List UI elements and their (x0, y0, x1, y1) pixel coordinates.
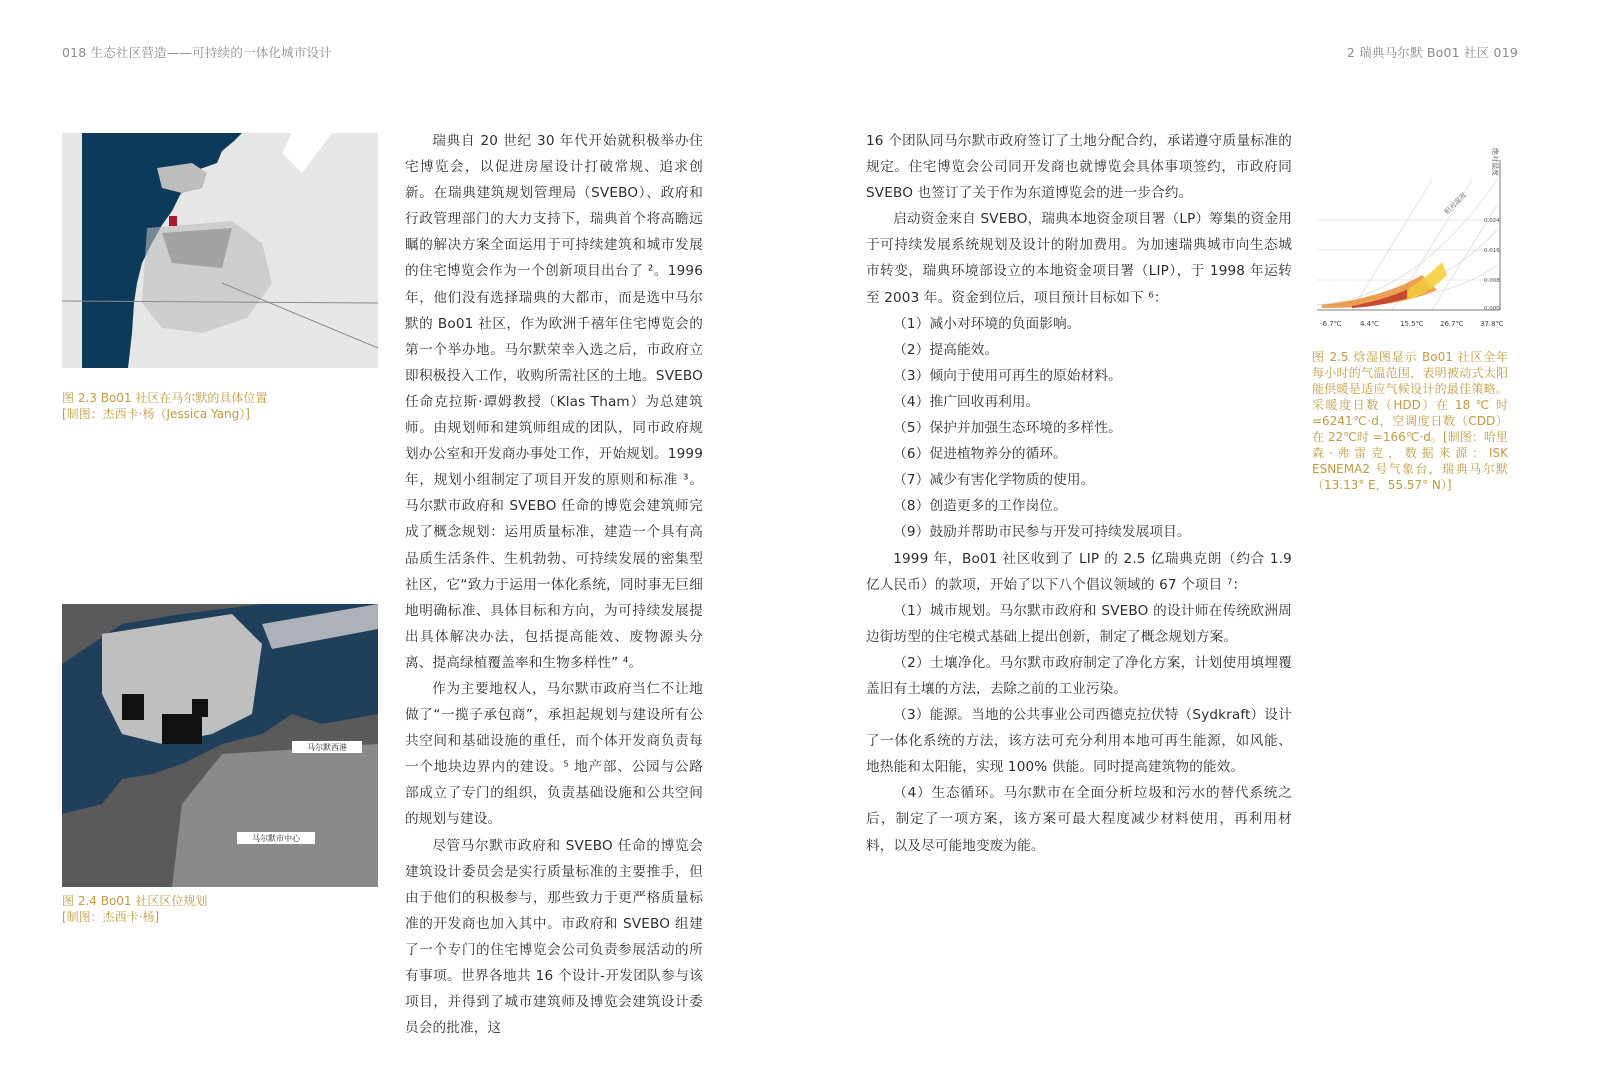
body-paragraph: 作为主要地权人，马尔默市政府当仁不让地做了“一揽子承包商”，承担起规划与建设所有公共空间和基础设施的重任，而个体开发商负责每一个地块边界内的建设。⁵ 地产部、公园与公路部成立了专门的组织，负责基础设施和公共空间的规划与建设。 (405, 680, 703, 828)
body-paragraph: （1）城市规划。马尔默市政府和 SVEBO 的设计师在传统欧洲周边街坊型的住宅模式基础上提出创新，制定了概念规划方案。 (866, 602, 1292, 645)
chart-x-tick-label: 4.4℃ (1360, 320, 1379, 328)
chart-x-tick-label: 26.7℃ (1440, 320, 1464, 328)
chart-y-tick-label: 0.008 (1484, 278, 1500, 284)
chart-x-tick-label: -6.7℃ (1320, 320, 1342, 328)
body-paragraph: （4）推广回收再利用。 (893, 393, 1040, 410)
figure-2-3-caption (62, 390, 362, 422)
chart-y-tick-label: 0.000 (1484, 306, 1500, 312)
body-paragraph: 1999 年，Bo01 社区收到了 LIP 的 2.5 亿瑞典克朗（约合 1.9 亿人民币）的款项，开始了以下八个倡议领域的 67 个项目 ⁷： (866, 550, 1292, 593)
body-paragraph: （7）减少有害化学物质的使用。 (893, 472, 1095, 489)
running-header-right: 2 瑞典马尔默 Bo01 社区 019 (1346, 45, 1518, 60)
caption-line: [制图：杰西卡·杨（Jessica Yang）] (62, 407, 250, 421)
body-paragraph: （3）能源。当地的公共事业公司西德克拉伏特（Sydkraft）设计了一体化系统的方法，该方法可充分利用本地可再生能源，如风能、地热能和太阳能，实现 100% 供能。同时提高建筑物的能效。 (866, 707, 1292, 776)
body-paragraph: 启动资金来自 SVEBO，瑞典本地资金项目署（LP）筹集的资金用于可持续发展系统规划及设计的附加费用。为加速瑞典城市向生态城市转变，瑞典环境部设立的本地资金项目署（LIP），于 1998 年运转至 2003 年。资金到位后，项目预计目标如下 ⁶： (866, 211, 1292, 306)
body-paragraph: （5）保护并加强生态环境的多样性。 (893, 420, 1122, 437)
running-header-left: 018 生态社区营造——可持续的一体化城市设计 (62, 45, 332, 60)
map-label-west-harbour: 马尔默西港 (307, 743, 347, 752)
body-paragraph: 16 个团队同马尔默市政府签订了土地分配合约，承诺遵守质量标准的规定。住宅博览会公司同开发商也就博览会具体事项签约，市政府同 SVEBO 也签订了关于作为东道博览会的进一步合约。 (866, 133, 1292, 202)
caption-line: 图 2.4 Bo01 社区区位规划 (62, 894, 208, 908)
figure-2-4-caption (62, 893, 362, 925)
body-paragraph: 尽管马尔默市政府和 SVEBO 任命的博览会建筑设计委员会是实行质量标准的主要推手，但由于他们的积极参与，那些致力于更严格质量标准的开发商也加入其中。市政府和 SVEBO 组建了一个专门的住宅博览会公司负责参展活动的所有事项。世界各地共 16 个设计-开发团队参与该项目，并得到了城市建筑师及博览会建筑设计委员会的批准，这 (405, 837, 703, 1037)
body-paragraph: （1）减小对环境的负面影响。 (893, 315, 1081, 332)
body-text-column-right (866, 128, 1292, 859)
chart-x-tick-label: 37.8℃ (1480, 320, 1504, 328)
figure-aerial-plan (62, 604, 378, 887)
caption-line: 图 2.3 Bo01 社区在马尔默的具体位置 (62, 391, 268, 405)
chart-rh-label: 相对湿度 (1442, 190, 1469, 217)
figure-2-5-caption: 图 2.5 焓湿图显示 Bo01 社区全年每小时的气温范围，表明被动式太阳能供暖是适应气候设计的最佳策略。采暖度日数（HDD）在 18 ℃ 时 =6241℃·d，空调度日数（CDD）在 22℃时 =166℃·d。[制图：哈里森·弗雷克，数据来源：ISK ESNEMA2 号气象台，瑞典马尔默（13.13° E，55.57° N）] (1312, 350, 1508, 492)
body-paragraph: （4）生态循环。马尔默市在全面分析垃圾和污水的替代系统之后，制定了一项方案，该方案可最大程度减少材料使用，再利用材料，以及尽可能地变废为能。 (866, 785, 1292, 854)
figure-location-map (62, 133, 378, 368)
body-paragraph: 瑞典自 20 世纪 30 年代开始就积极举办住宅博览会，以促进房屋设计打破常规、追求创新。在瑞典建筑规划管理局（SVEBO）、政府和行政管理部门的大力支持下，瑞典首个将高瞻远瞩的解决方案全面运用于可持续建筑和城市发展的住宅博览会作为一个创新项目出台了 ²。1996 年，他们没有选择瑞典的大都市，而是选中马尔默的 Bo01 社区，作为欧洲千禧年住宅博览会的第一个举办地。马尔默荣幸入选之后，市政府立即积极投入工作，收购所需社区的土地。SVEBO 任命克拉斯·谭姆教授（Klas Tham）为总建筑师。由规划师和建筑师组成的团队，同市政府规划办公室和开发商办事处工作，开始规划。1999 年，规划小组制定了项目开发的原则和标准 ³。马尔默市政府和 SVEBO 任命的博览会建筑师完成了概念规划：运用质量标准，建造一个具有高品质生活条件、生机勃勃、可持续发展的密集型社区，它“致力于运用一体化系统，同时事无巨细地明确标准、具体目标和方向，为可持续发展提出具体解决办法，包括提高能效、废物源头分离、提高绿植覆盖率和生物多样性” ⁴。 (405, 133, 703, 671)
body-paragraph: （3）倾向于使用可再生的原始材料。 (893, 367, 1122, 384)
chart-y-tick-label: 0.024 (1484, 218, 1500, 224)
map-label-city-centre: 马尔默市中心 (252, 834, 300, 843)
chart-y-label: 绝对湿度 (1491, 148, 1499, 176)
body-paragraph: （2）提高能效。 (893, 341, 999, 358)
body-paragraph: （8）创造更多的工作岗位。 (893, 498, 1067, 515)
figure-psychrometric-chart (1312, 140, 1508, 340)
body-paragraph: （9）鼓励并帮助市民参与开发可持续发展项目。 (893, 524, 1191, 541)
chart-x-tick-label: 15.5℃ (1400, 320, 1424, 328)
body-paragraph: （2）土壤净化。马尔默市政府制定了净化方案，计划使用填埋覆盖旧有土壤的方法，去除之前的工业污染。 (866, 654, 1292, 697)
caption-line: [制图：杰西卡·杨] (62, 910, 160, 924)
body-paragraph: （6）促进植物养分的循环。 (893, 446, 1067, 463)
chart-y-tick-label: 0.016 (1484, 248, 1500, 254)
body-text-column-left (405, 128, 703, 1041)
